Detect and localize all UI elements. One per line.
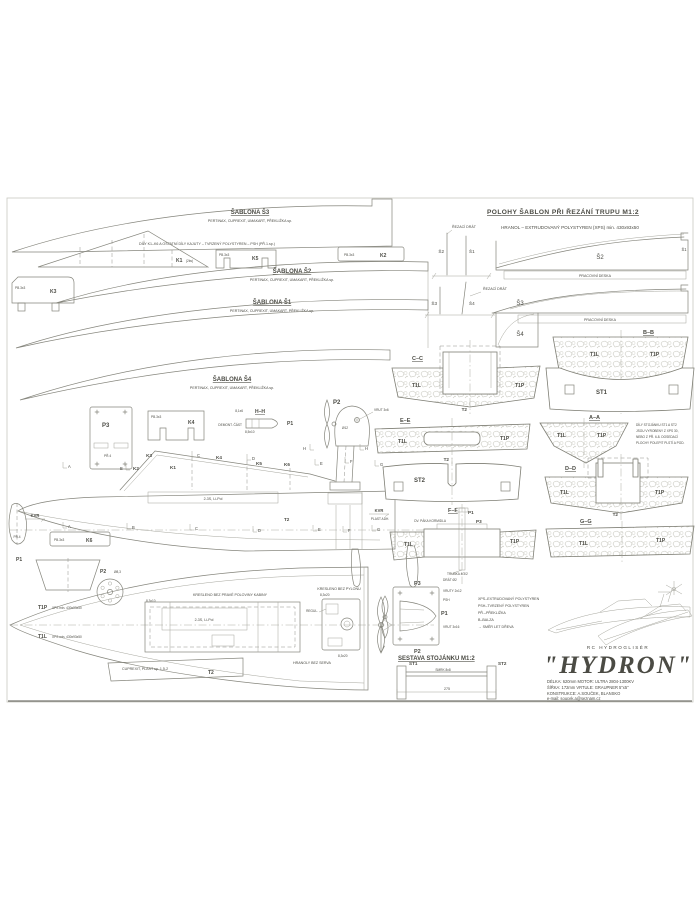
marker-le: E	[318, 527, 321, 532]
part-st2	[383, 458, 521, 505]
stern-plate	[293, 587, 361, 665]
demont-note: DEMONT. ČÁST	[218, 423, 242, 427]
section-markers-bottom	[63, 522, 380, 533]
marker-g: G	[380, 462, 384, 467]
work-board-label: PRACOVNÍ DESKA	[579, 274, 611, 278]
vrut-3x16: VRUT 3x16	[443, 625, 460, 629]
cut-row1-s1: Š1	[681, 247, 687, 252]
materials-legend	[478, 597, 540, 629]
dim-o83: Ø8,3	[114, 570, 121, 574]
bb-st1: ST1	[596, 390, 608, 396]
part-k1-qty: (2ks)	[186, 259, 194, 263]
part-k4-label: K4	[188, 420, 195, 426]
hull-side	[10, 491, 432, 587]
template-s3-title: ŠABLONA Š3	[230, 210, 270, 216]
part-k4-pb: PB.3x3	[151, 415, 162, 419]
ff-p3: P3	[476, 519, 482, 524]
cut-s4-label: Š4	[469, 301, 475, 306]
template-s1-title: ŠABLONA Š1	[252, 300, 292, 306]
part-p3-plate	[90, 407, 132, 469]
gg-t1p: T1P	[656, 538, 666, 544]
section-aa-label: A–A	[589, 415, 601, 421]
plan-t2-plate	[108, 658, 243, 681]
section-bb	[546, 330, 694, 414]
stand-dim: 275	[444, 687, 450, 691]
t2-material: CUPREXIT, PLAST sp. 1,5-2	[122, 667, 169, 671]
part-k4	[148, 411, 204, 440]
spec-email: e-mail: soucek.a@seznam.cz	[547, 696, 601, 701]
stand-assembly	[397, 655, 507, 699]
cabin-k6: K6	[284, 462, 290, 467]
part-k5-pb: PB.3x3	[219, 253, 230, 257]
kvr-right	[369, 508, 389, 521]
section-gg	[546, 519, 694, 562]
legend-pr: PŘ.–PŘEKLIŽKA	[478, 611, 506, 615]
dim-85x10: 8,5x10	[245, 430, 255, 434]
cutting-material: HRANOL – EXTRUDOVANÝ POLYSTYREN (XPS) min. 430x93x50	[501, 225, 639, 230]
cc-t1l: T1L	[412, 383, 421, 389]
dim-83x20-b: 8,3x20	[338, 654, 348, 658]
marker-h1: H	[303, 446, 306, 451]
note-pylon: KRESLENO BEZ PYLONU	[317, 587, 361, 591]
template-s3-material: PERTINAX, CUPREXIT, UMAKART, PŘEKLIŽKA sp.	[207, 219, 293, 223]
plan-t2-label: T2	[208, 670, 214, 676]
dd-t2: T2	[612, 512, 618, 517]
kvr-left	[25, 513, 45, 522]
part-p1-front	[16, 557, 100, 592]
gg-t1l: T1L	[579, 541, 588, 547]
part-p2-disc	[97, 569, 123, 605]
part-st2-label: ST2	[414, 478, 426, 484]
battery-side: 2-3S, Li-Pol	[203, 497, 223, 501]
template-s2-material: PERTINAX, CUPREXIT, UMAKART, PŘEKLIŽKA sp.	[249, 278, 335, 282]
part-k3	[12, 277, 74, 311]
cut-row1-s2: Š2	[596, 255, 604, 261]
template-s4-material: PERTINAX, CUPREXIT, UMAKART, PŘEKLIŽKA sp.	[189, 386, 275, 390]
part-k1-label: K1	[176, 258, 183, 264]
spec-length-motor: DÉLKA: 620mm MOTOR: ULTRA 2804-1300KV	[547, 679, 634, 684]
boat-3d-sketch	[598, 581, 692, 645]
marker-lg: G	[377, 527, 381, 532]
work-board-label-2: PRACOVNÍ DESKA	[584, 318, 616, 322]
detail-p2-label: P2	[414, 649, 421, 655]
templates-area	[12, 199, 428, 400]
kvr-right-label: KVR	[374, 508, 384, 513]
section-ee-label: E–E	[400, 418, 411, 424]
marker-h2: H	[365, 446, 368, 451]
hull-t2: T2	[284, 517, 290, 522]
marker-lf: F	[348, 528, 351, 533]
part-p2-disc-label: P2	[100, 569, 107, 575]
title-block	[543, 592, 692, 701]
titleblock-boat-sketch	[548, 607, 690, 633]
marker-c: C	[197, 453, 200, 458]
bb-t1p: T1P	[650, 352, 660, 358]
sections-right	[540, 330, 694, 701]
cutting-area	[425, 207, 688, 347]
legend-xps: XPS–EXTRUDOVANÝ POLYSTYREN	[478, 597, 540, 601]
detail-hh	[218, 409, 293, 434]
plan-view	[10, 567, 434, 690]
detail-p3-mount	[382, 581, 462, 655]
plan-t1p-xps: XPS min. 430x93x50	[52, 606, 82, 610]
rudder-blade-part	[9, 503, 27, 545]
section-hh-label: H–H	[255, 409, 266, 415]
section-ee	[375, 418, 530, 464]
cut-row2-s3: Š3	[516, 301, 524, 307]
template-s1-material: PERTINAX, CUPREXIT, UMAKART, PŘEKLIŽKA sp.	[229, 309, 315, 313]
dd-t1l: T1L	[560, 490, 569, 496]
plan-outline	[10, 567, 368, 690]
marker-b: B	[120, 466, 123, 471]
marker-a: A	[68, 464, 71, 469]
cabin-k4: K4	[216, 455, 222, 460]
section-cc	[392, 340, 540, 414]
spec-width-prop: ŠÍŘKA: 172mm VRTULE: GRAUPNER 5"x5"	[547, 685, 629, 690]
bb-t1l: T1L	[590, 352, 599, 358]
cut-s3-label: Š3	[431, 301, 437, 306]
stand-st1: ST1	[409, 661, 418, 666]
template-s2-title: ŠABLONA Š2	[272, 269, 312, 275]
part-k2	[338, 247, 404, 261]
cabin-k1: K1	[170, 465, 176, 470]
part-p3-pr4: PŘ.4	[104, 454, 112, 458]
spec-designer: KONSTRUKCE: A.SOUČEK, BLANSKO	[547, 691, 621, 696]
section-ff-label: F–F	[448, 508, 458, 514]
ee-t2: T2	[443, 457, 449, 462]
section-aa	[540, 415, 685, 468]
wire-label: ŘEZACÍ DRÁT	[452, 225, 476, 229]
legend-psh: PSH–TVRZENÝ POLYSTYREN	[478, 604, 530, 608]
cut-row1-block	[496, 233, 688, 279]
battery-plan: 2-3S, Li-Pol	[194, 618, 214, 622]
plan-cabin	[145, 602, 300, 652]
detail-hh-p1: P1	[287, 421, 294, 427]
dim-83x10: 8,3x10	[146, 599, 156, 603]
section-ff	[390, 504, 536, 587]
marker-d: D	[252, 456, 255, 461]
ff-trubka: TRUBKA 4/3/2	[447, 572, 468, 576]
ff-t1p: T1P	[510, 539, 520, 545]
psh-note: PSH	[443, 598, 450, 602]
stand-wood: SMRK 8x8	[435, 668, 451, 672]
part-k1	[38, 231, 208, 267]
aa-note-4: PLOCHY POLEPIT PLSTÍ A POD.	[636, 441, 685, 445]
section-dd-label: D–D	[565, 466, 577, 472]
part-k6-label: K6	[86, 538, 93, 544]
part-k3-label: K3	[50, 289, 57, 295]
part-k6-pb: PB.3x3	[54, 538, 65, 542]
aa-note-1: DÍLY STOJÁNKU ST1 A ST2	[636, 423, 677, 427]
dim-83x20-a: 8,3x20	[320, 593, 330, 597]
sections-middle	[375, 340, 540, 699]
cut-row2-wire-diagram	[425, 282, 508, 318]
legend-b: B–BALZA	[478, 618, 494, 622]
legend-grain: → SMĚR LET DŘEVA	[478, 625, 514, 629]
ee-t1l: T1L	[398, 439, 407, 445]
side-view	[9, 400, 432, 592]
plan-t1l: T1L	[38, 634, 47, 640]
plan-t1p: T1P	[38, 605, 48, 611]
dd-t1p: T1P	[655, 490, 665, 496]
kvr-left-label: KVR	[30, 513, 40, 518]
kvr-note: PLAST ADH.	[370, 517, 390, 521]
aa-note-2: JSOU VYROBENY Z XPS 30,	[636, 429, 679, 433]
cut-s1-label: Š1	[469, 249, 475, 254]
wire-label-2: ŘEZACÍ DRÁT	[483, 287, 507, 291]
note-kabina: KRESLENO BEZ PRAVÉ POLOVINY KABINY	[193, 593, 267, 597]
marker-f: F	[350, 459, 353, 464]
dim-81x6: 8,1x6	[235, 409, 243, 413]
section-bb-label: B–B	[643, 330, 655, 336]
marker-e: E	[320, 461, 323, 466]
part-p2-label: P2	[333, 400, 341, 406]
template-s4-title: ŠABLONA Š4	[212, 377, 252, 383]
cabin-k3: K3	[146, 453, 152, 458]
cut-s2-label: Š2	[438, 249, 444, 254]
stand-st2: ST2	[498, 661, 507, 666]
boat-name: "HYDRON"	[543, 652, 693, 679]
marker-lb: B	[132, 525, 135, 530]
part-k3-pb: PB.3x3	[15, 286, 26, 290]
ff-t1l: T1L	[404, 542, 413, 548]
detail-p1-label: P1	[441, 611, 448, 617]
part-k2-label: K2	[380, 253, 387, 259]
stand-title: SESTAVA STOJÁNKU M1:2	[398, 656, 475, 662]
dim-o12: Ø12	[342, 426, 349, 430]
cutting-title: POLOHY ŠABLON PŘI ŘEZÁNÍ TRUPU M1:2	[487, 209, 639, 216]
ee-t1p: T1P	[500, 436, 510, 442]
template-s1-shape	[16, 300, 428, 348]
marker-la: A	[68, 524, 71, 529]
section-gg-label: G–G	[580, 519, 592, 525]
note-hranoly: HRANOLY BEZ SERVA	[293, 661, 331, 665]
template-s4-shape	[20, 350, 390, 400]
part-p3-label: P3	[102, 423, 110, 429]
part-k2-pb: PB.3x3	[344, 253, 355, 257]
section-cc-label: C–C	[412, 356, 424, 362]
marker-ld: D	[258, 528, 261, 533]
cc-t2: T2	[461, 407, 467, 412]
aa-note-3: NEBO Z PŘ. 6-8. DOSEDACÍ	[636, 435, 678, 439]
note-regul: REGUL.	[306, 609, 318, 613]
marker-lc: C	[195, 526, 198, 531]
boat-type: RC HYDROGLISÉR	[586, 645, 650, 650]
cabin-parts-note: DÍLY K1–K6 A OSTATNÍ DÍLY KAJUTY – TVRZENÝ POLYSTYREN – PSH (PŘ.1.sp.)	[138, 242, 276, 246]
aa-t1l: T1L	[557, 433, 566, 439]
aa-t1p: T1P	[597, 433, 607, 439]
cut-row2-s4: Š4	[516, 332, 524, 338]
vruty-2x12: VRUTY 2x12	[443, 589, 462, 593]
part-k5-label: K5	[252, 256, 259, 262]
ff-drat: DRÁT Ø2	[443, 578, 457, 582]
cc-t1p: T1P	[515, 383, 525, 389]
cabin-k5: K5	[256, 461, 262, 466]
rudder-pr4: PŘ.4	[13, 535, 21, 539]
cabin-k2: K2	[133, 466, 139, 471]
cabin-outline	[120, 451, 335, 491]
screw-3x6-note: VRUT 3x6	[374, 408, 389, 412]
ff-paka: DV. PÁKA KORMIDLA	[414, 519, 446, 523]
part-p1-label: P1	[16, 557, 23, 563]
plan-t1l-xps: XPS min. 430x93x50	[52, 635, 82, 639]
part-k5	[216, 250, 276, 268]
ff-p1: P1	[468, 510, 474, 515]
section-dd	[545, 454, 688, 520]
cut-row1-wire-diagram	[432, 224, 491, 279]
detail-p3-label: P3	[414, 581, 421, 587]
